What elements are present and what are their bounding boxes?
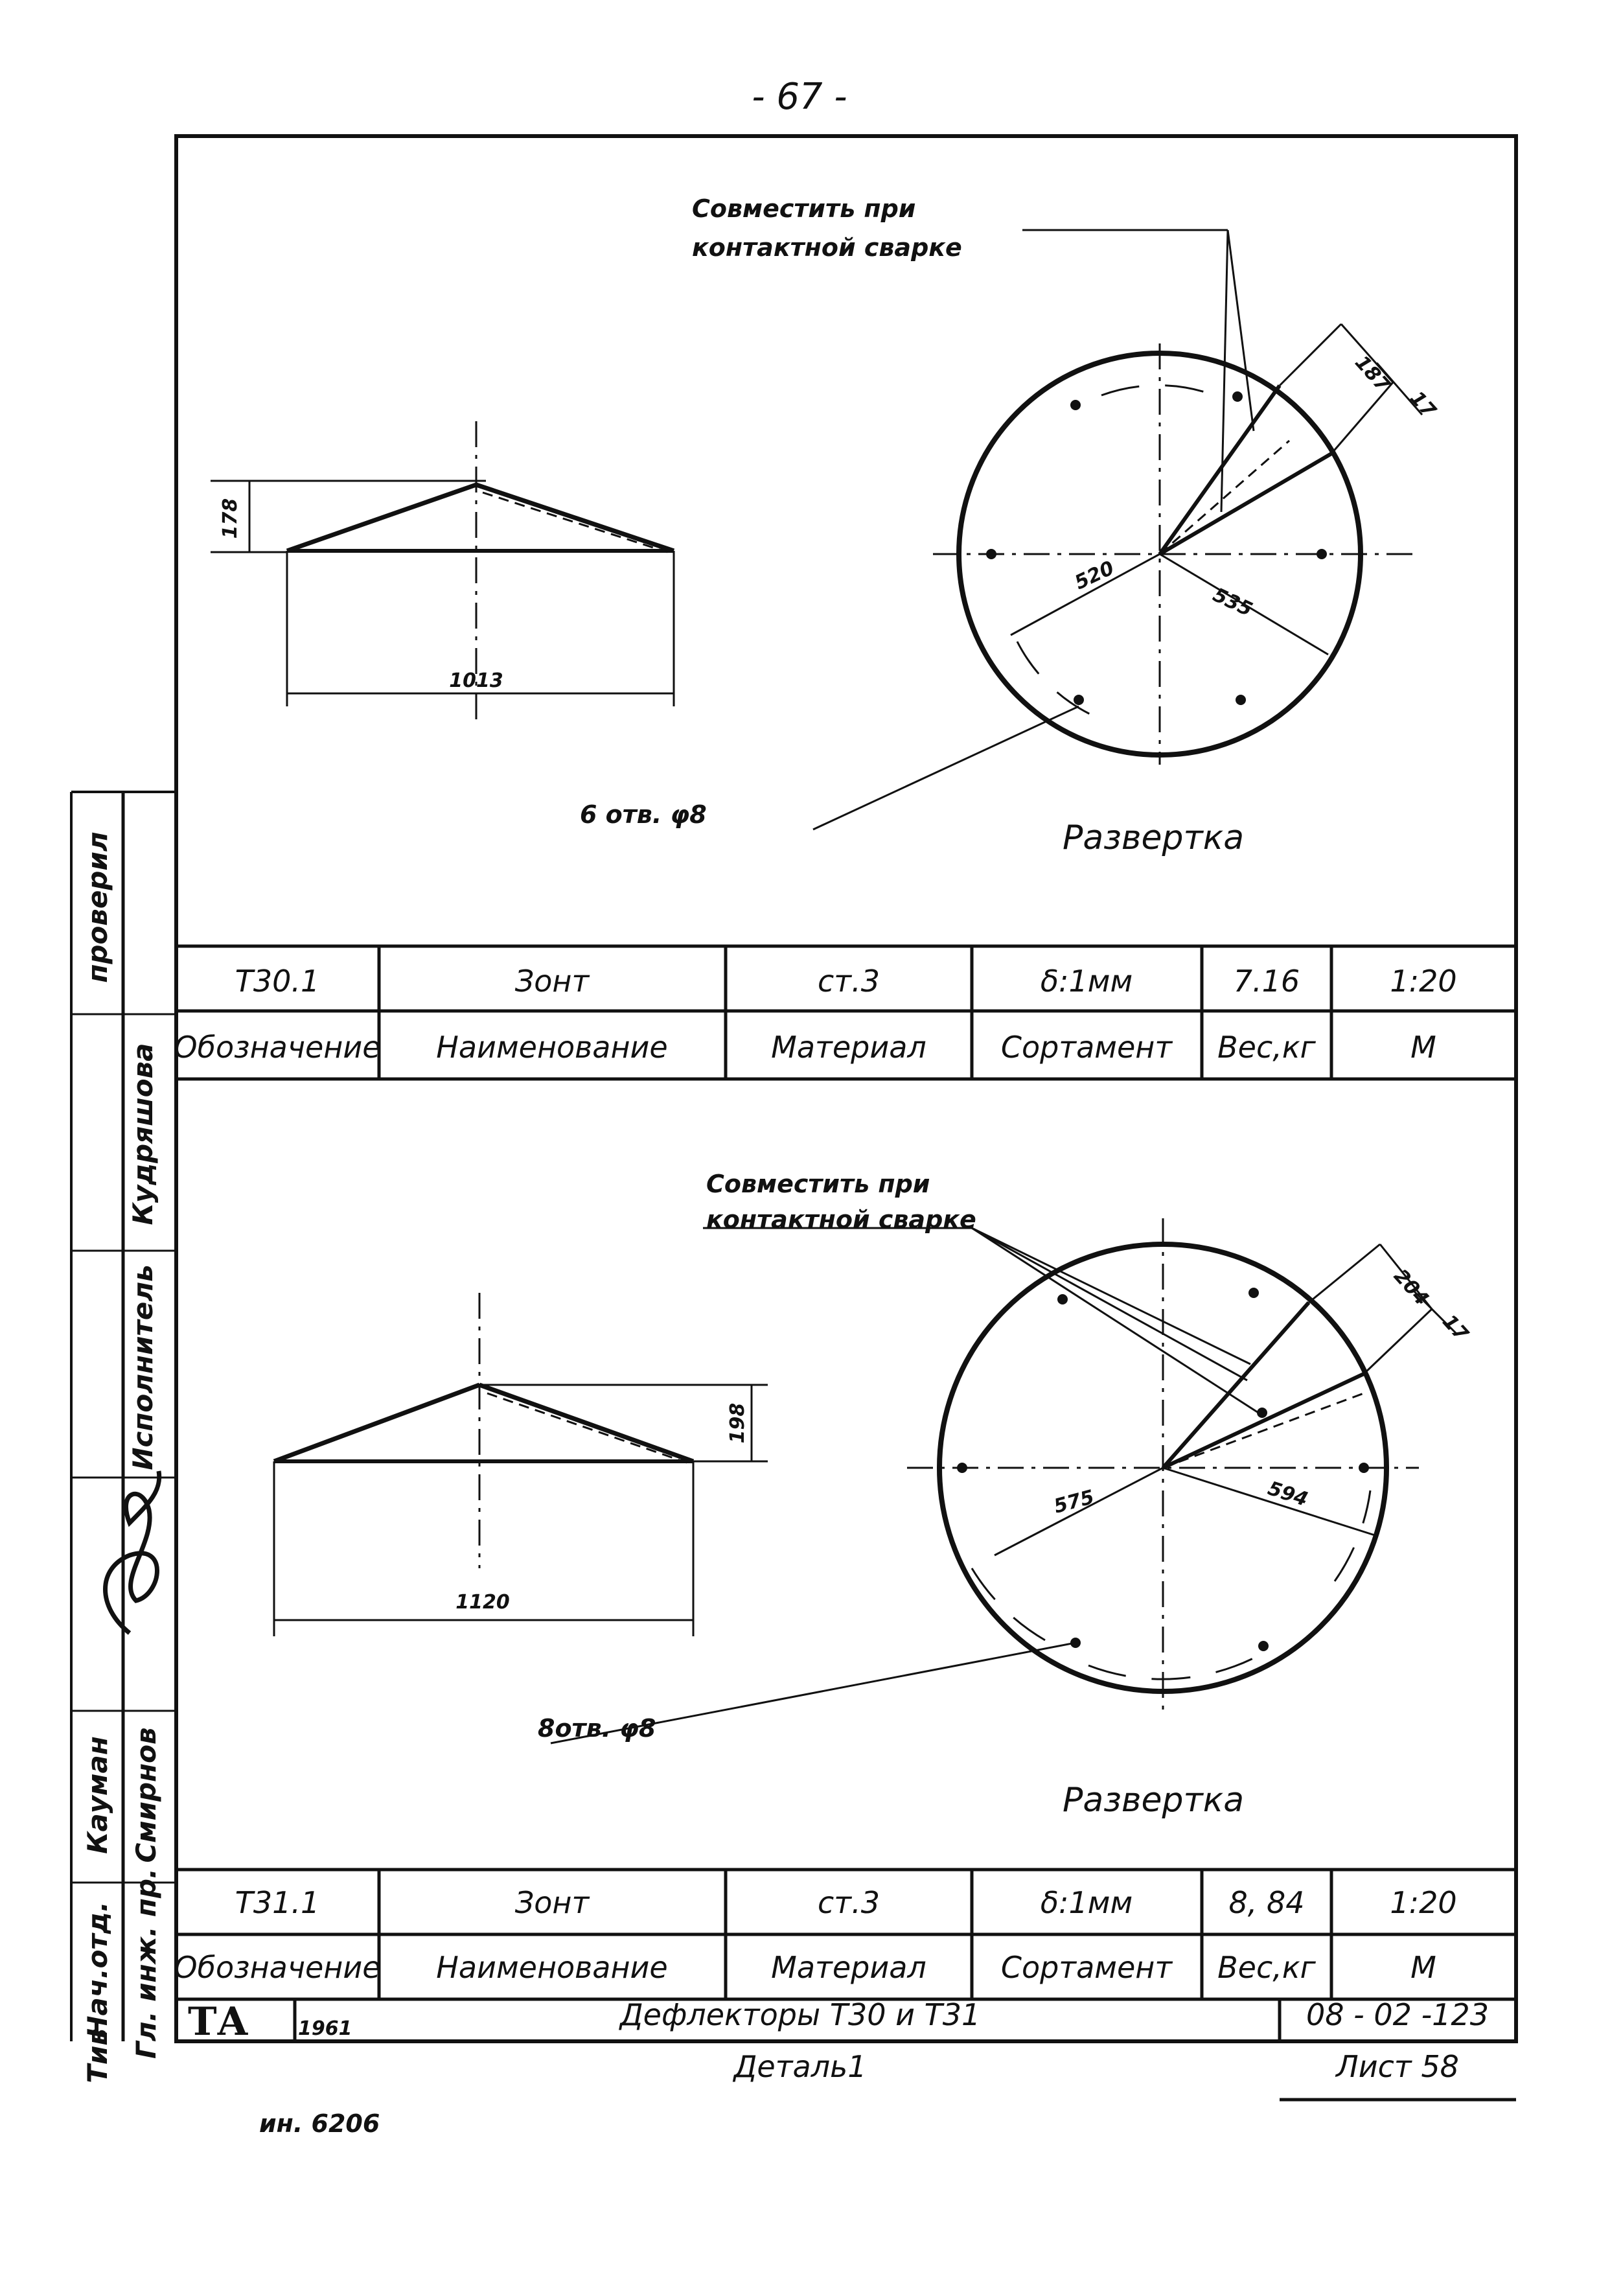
part1-side-view bbox=[211, 421, 674, 726]
table2-row bbox=[235, 1885, 1457, 1920]
part2-side-view bbox=[274, 1293, 768, 1636]
table2-scale: 1:20 bbox=[1390, 1885, 1457, 1920]
table1-designation: Т30.1 bbox=[235, 964, 320, 999]
table1-material: ст.3 bbox=[818, 964, 880, 999]
title-logo: ТА bbox=[188, 1999, 249, 2045]
table1-assortment: δ:1мм bbox=[1040, 964, 1133, 999]
table2-assortment: δ:1мм bbox=[1040, 1885, 1133, 1920]
table1-header-assortment: Сортамент bbox=[1000, 1030, 1173, 1065]
stamp-name1b: Кауман bbox=[82, 1736, 113, 1854]
drawing-frame bbox=[176, 136, 1516, 2041]
part1-weld-note-line2: контактной сварке bbox=[692, 233, 962, 262]
part2-development-title: Развертка bbox=[1063, 1781, 1245, 1820]
table1-header-weight: Вес,кг bbox=[1217, 1030, 1316, 1065]
title-sheet: Лист 58 bbox=[1336, 2049, 1459, 2084]
stamp-name2: Смирнов bbox=[130, 1727, 162, 1863]
part2-dim-r-outer: 594 bbox=[1265, 1477, 1311, 1511]
table1-row bbox=[235, 964, 1457, 999]
part1-dim-overlap: 17 bbox=[1405, 386, 1441, 423]
table1-name: Зонт bbox=[514, 964, 590, 999]
stamp-name1: Тив bbox=[82, 2028, 113, 2083]
table2-header-name: Наименование bbox=[436, 1950, 668, 1985]
part1-development-title: Развертка bbox=[1063, 818, 1245, 857]
table2-weight: 8, 84 bbox=[1228, 1885, 1305, 1920]
table2-header-assortment: Сортамент bbox=[1000, 1950, 1173, 1985]
part2-dim-overlap: 17 bbox=[1438, 1310, 1473, 1346]
stamp-name3: Кудряшова bbox=[127, 1043, 159, 1225]
part2-dim-r-inner: 575 bbox=[1052, 1485, 1097, 1518]
title-year: 1961 bbox=[298, 2017, 352, 2040]
part2-dim-cut: 204 bbox=[1389, 1264, 1433, 1310]
bottom-note: ин. 6206 bbox=[259, 2109, 380, 2138]
table1-header-scale: М bbox=[1410, 1030, 1436, 1065]
part1-dim-r-outer: 535 bbox=[1209, 583, 1256, 621]
part2-dim-width: 1120 bbox=[455, 1591, 510, 1614]
part2-weld-note-line1: Совместить при bbox=[706, 1170, 930, 1198]
part2-development bbox=[551, 1218, 1458, 1743]
signature-mark bbox=[106, 1471, 159, 1633]
title-line1: Дефлекторы Т30 и Т31 bbox=[619, 1997, 981, 2032]
page-number: - 67 - bbox=[752, 76, 847, 118]
part1-holes-note: 6 отв. φ8 bbox=[580, 800, 707, 829]
stamp-role1: Нач.отд. bbox=[82, 1901, 113, 2039]
stamp-check: проверил bbox=[82, 831, 113, 983]
table2-material: ст.3 bbox=[818, 1885, 880, 1920]
title-line2: Деталь1 bbox=[733, 2049, 867, 2084]
part1-dim-cut: 187 bbox=[1350, 351, 1394, 397]
table2-header-scale: М bbox=[1410, 1950, 1436, 1985]
table1-header-designation: Обозначение bbox=[174, 1030, 381, 1065]
title-code: 08 - 02 -123 bbox=[1306, 1997, 1489, 2032]
part1-dim-height: 178 bbox=[219, 498, 242, 539]
stamp-role2: Гл. инж. пр. bbox=[130, 1868, 162, 2059]
stamp-role3: Исполнитель bbox=[127, 1264, 159, 1470]
table2-header-weight: Вес,кг bbox=[1217, 1950, 1316, 1985]
part1-holes bbox=[986, 391, 1327, 705]
table1-header bbox=[174, 1030, 1436, 1065]
table2-header-material: Материал bbox=[771, 1950, 926, 1985]
part1-weld-note-line1: Совместить при bbox=[692, 194, 916, 223]
table2-designation: Т31.1 bbox=[235, 1885, 320, 1920]
table1-weight: 7.16 bbox=[1233, 964, 1300, 999]
part1-dim-width: 1013 bbox=[449, 669, 503, 692]
part1-development bbox=[813, 227, 1422, 829]
table2-header-designation: Обозначение bbox=[174, 1950, 381, 1985]
table2-name: Зонт bbox=[514, 1885, 590, 1920]
part2-weld-note-line2: контактной сварке bbox=[706, 1205, 976, 1234]
part2-dim-height: 198 bbox=[726, 1402, 749, 1444]
table1-scale: 1:20 bbox=[1390, 964, 1457, 999]
table1-header-name: Наименование bbox=[436, 1030, 668, 1065]
part1-dim-r-inner: 520 bbox=[1071, 557, 1118, 595]
part2-holes-note: 8отв. φ8 bbox=[538, 1714, 656, 1743]
table2-header bbox=[174, 1950, 1436, 1985]
table1-header-material: Материал bbox=[771, 1030, 926, 1065]
